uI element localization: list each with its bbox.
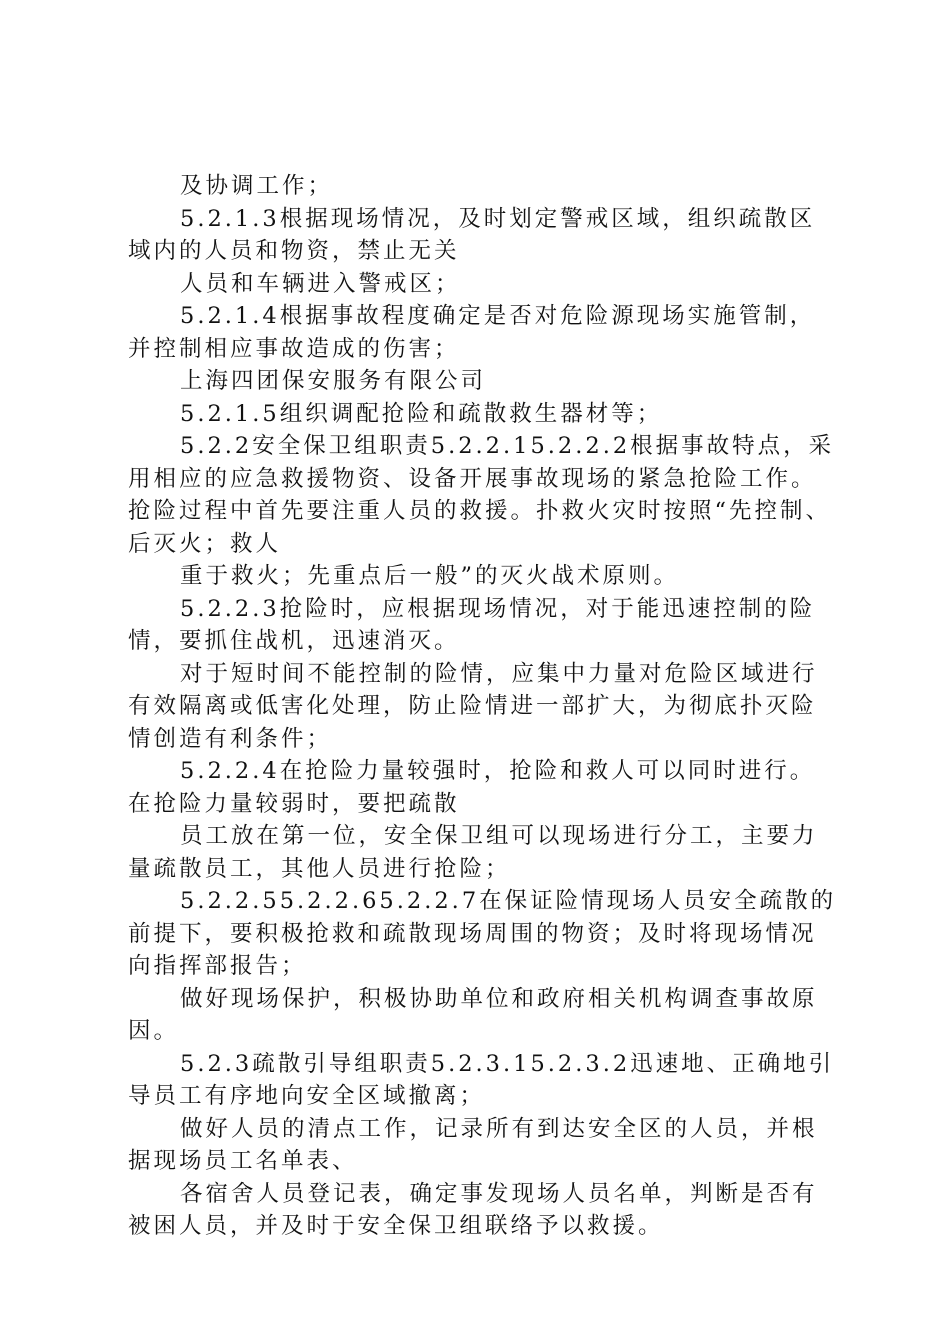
text-line: 对于短时间不能控制的险情，应集中力量对危险区域进行: [180, 660, 818, 687]
text-line: 5.2.2.3抢险时，应根据现场情况，对于能迅速控制的险: [180, 595, 816, 622]
text-line: 情，要抓住战机，迅速消灭。: [128, 628, 460, 654]
text-line: 有效隔离或低害化处理，防止险情进一部扩大，为彻底扑灭险: [128, 693, 817, 719]
text-line: 5.2.1.3根据现场情况，及时划定警戒区域，组织疏散区: [180, 205, 816, 232]
text-line: 域内的人员和物资，禁止无关: [128, 238, 460, 264]
text-line: 5.2.3疏散引导组职责5.2.3.15.2.3.2迅速地、正确地引: [180, 1050, 835, 1077]
text-line: 员工放在第一位，安全保卫组可以现场进行分工，主要力: [180, 823, 818, 849]
text-line: 前提下，要积极抢救和疏散现场周围的物资；及时将现场情况: [128, 920, 817, 947]
text-line: 人员和车辆进入警戒区；: [180, 270, 461, 297]
text-line: 因。: [128, 1018, 180, 1044]
text-line: 做好现场保护，积极协助单位和政府相关机构调查事故原: [180, 985, 818, 1012]
text-line: 量疏散员工，其他人员进行抢险；: [128, 855, 511, 882]
text-line: 被困人员，并及时于安全保卫组联络予以救援。: [128, 1213, 664, 1239]
text-line: 上海四团保安服务有限公司: [180, 368, 487, 394]
document-body: [128, 170, 838, 1243]
text-line: 据现场员工名单表、: [128, 1148, 358, 1174]
text-line: 向指挥部报告；: [128, 953, 307, 979]
text-line: 做好人员的清点工作，记录所有到达安全区的人员，并根: [180, 1115, 818, 1142]
text-line: 5.2.2.4在抢险力量较强时，抢险和救人可以同时进行。: [180, 758, 816, 784]
text-line: 导员工有序地向安全区域撤离；: [128, 1083, 486, 1109]
text-line: 5.2.2安全保卫组职责5.2.2.15.2.2.2根据事故特点，采: [180, 433, 835, 459]
text-line: 情创造有利条件；: [128, 725, 333, 752]
text-line: 重于救火；先重点后一般”的灭火战术原则。: [180, 563, 680, 589]
text-line: 并控制相应事故造成的伤害；: [128, 335, 460, 362]
text-line: 后灭火；救人: [128, 530, 282, 557]
text-line: 在抢险力量较弱时，要把疏散: [128, 790, 460, 817]
text-line: 各宿舍人员登记表，确定事发现场人员名单，判断是否有: [180, 1180, 818, 1207]
text-line: 5.2.1.4根据事故程度确定是否对危险源现场实施管制，: [180, 303, 816, 329]
text-line: 用相应的应急救援物资、设备开展事故现场的紧急抢险工作。: [128, 465, 817, 492]
text-line: 5.2.1.5组织调配抢险和疏散救生器材等；: [180, 400, 663, 427]
text-line: 及协调工作；: [180, 173, 334, 199]
text-line: 5.2.2.55.2.2.65.2.2.7在保证险情现场人员安全疏散的: [180, 888, 837, 914]
text-line: 抢险过程中首先要注重人员的救援。扑救火灾时按照“先控制、: [128, 498, 832, 524]
